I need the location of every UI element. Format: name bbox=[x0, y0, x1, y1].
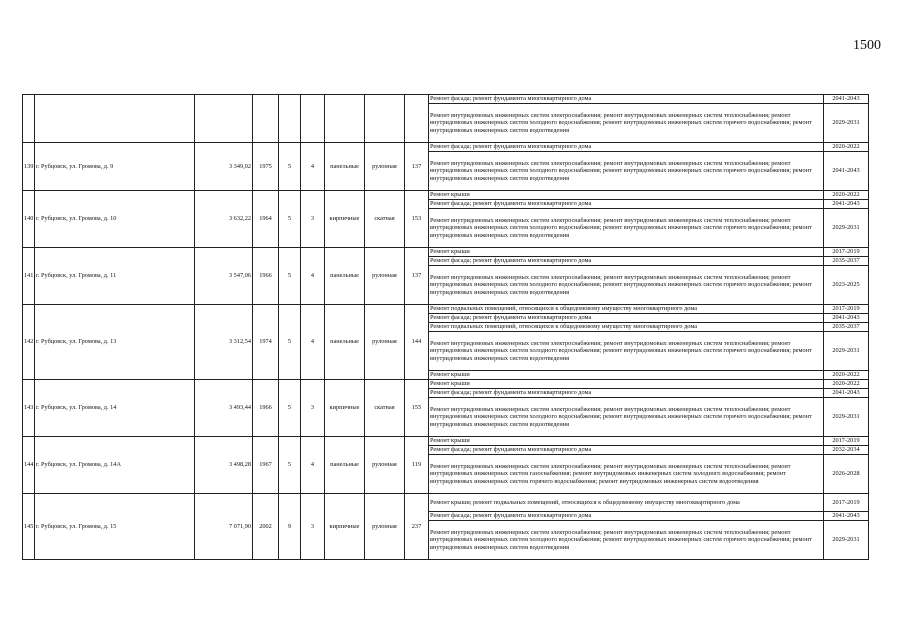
work-type-cell: Ремонт внутридомовых инженерных систем электроснабжения; ремонт внутридомовых инженерных систем теплоснабжения; ремонт внутридомовых инженерных систем газоснабжения; ремонт внутридомовых инженерных систем холодного водоснабжения; ремонт внутридомовых инженерных систем горячего водоснабжения; ремонт внутридомовых инженерных систем водоотведения bbox=[429, 455, 824, 494]
apartments-cell: 237 bbox=[405, 494, 429, 560]
work-type-cell: Ремонт подвальных помещений, относящихся к общедомовому имуществу многоквартирного дома bbox=[429, 323, 824, 332]
work-type-cell: Ремонт внутридомовых инженерных систем электроснабжения; ремонт внутридомовых инженерных систем теплоснабжения; ремонт внутридомовых инженерных систем холодного водоснабжения; ремонт внутридомовых инженерных систем горячего водоснабжения; ремонт внутридомовых инженерных систем водоотведения bbox=[429, 332, 824, 371]
work-type-cell: Ремонт крыши bbox=[429, 437, 824, 446]
address-cell: г. Рубцовск, ул. Громова, д. 10 bbox=[35, 191, 195, 248]
work-type-cell: Ремонт крыши bbox=[429, 371, 824, 380]
work-type-cell: Ремонт крыши; ремонт подвальных помещений, относящихся к общедомовому имуществу многоквартирного дома bbox=[429, 494, 824, 512]
year-cell: 1967 bbox=[253, 437, 279, 494]
wall-material-cell: кирпичные bbox=[325, 380, 365, 437]
table-body bbox=[23, 95, 869, 560]
period-cell: 2041-2043 bbox=[824, 152, 869, 191]
floors-cell bbox=[279, 95, 301, 143]
wall-material-cell: панельные bbox=[325, 305, 365, 380]
area-cell: 3 312,54 bbox=[195, 305, 253, 380]
area-cell: 3 493,44 bbox=[195, 380, 253, 437]
row-index: 140 bbox=[23, 191, 35, 248]
period-cell: 2017-2019 bbox=[824, 437, 869, 446]
area-cell: 3 498,28 bbox=[195, 437, 253, 494]
period-cell: 2020-2022 bbox=[824, 380, 869, 389]
apartments-cell: 153 bbox=[405, 191, 429, 248]
period-cell: 2020-2022 bbox=[824, 143, 869, 152]
capital-repair-table bbox=[22, 94, 869, 560]
floors-cell: 9 bbox=[279, 494, 301, 560]
table-row bbox=[23, 143, 869, 152]
address-cell: г. Рубцовск, ул. Громова, д. 14А bbox=[35, 437, 195, 494]
table-row bbox=[23, 305, 869, 314]
area-cell: 7 071,90 bbox=[195, 494, 253, 560]
year-cell bbox=[253, 95, 279, 143]
table-row bbox=[23, 248, 869, 257]
work-type-cell: Ремонт внутридомовых инженерных систем электроснабжения; ремонт внутридомовых инженерных систем теплоснабжения; ремонт внутридомовых инженерных систем холодного водоснабжения; ремонт внутридомовых инженерных систем горячего водоснабжения; ремонт внутридомовых инженерных систем водоотведения bbox=[429, 104, 824, 143]
work-type-cell: Ремонт фасада; ремонт фундамента многоквартирного дома bbox=[429, 314, 824, 323]
work-type-cell: Ремонт внутридомовых инженерных систем электроснабжения; ремонт внутридомовых инженерных систем теплоснабжения; ремонт внутридомовых инженерных систем холодного водоснабжения; ремонт внутридомовых инженерных систем горячего водоснабжения; ремонт внутридомовых инженерных систем водоотведения bbox=[429, 398, 824, 437]
table-row bbox=[23, 494, 869, 512]
table-row bbox=[23, 95, 869, 104]
period-cell: 2017-2019 bbox=[824, 248, 869, 257]
floors-cell: 5 bbox=[279, 380, 301, 437]
wall-material-cell: панельные bbox=[325, 248, 365, 305]
area-cell: 3 632,22 bbox=[195, 191, 253, 248]
roof-type-cell: рулонная bbox=[365, 437, 405, 494]
entrances-cell: 4 bbox=[301, 305, 325, 380]
work-type-cell: Ремонт фасада; ремонт фундамента многоквартирного дома bbox=[429, 389, 824, 398]
row-index: 141 bbox=[23, 248, 35, 305]
row-index bbox=[23, 95, 35, 143]
period-cell: 2041-2043 bbox=[824, 95, 869, 104]
year-cell: 1966 bbox=[253, 380, 279, 437]
wall-material-cell: кирпичные bbox=[325, 191, 365, 248]
table-row bbox=[23, 380, 869, 389]
wall-material-cell: кирпичные bbox=[325, 494, 365, 560]
work-type-cell: Ремонт фасада; ремонт фундамента многоквартирного дома bbox=[429, 200, 824, 209]
work-type-cell: Ремонт внутридомовых инженерных систем электроснабжения; ремонт внутридомовых инженерных систем теплоснабжения; ремонт внутридомовых инженерных систем холодного водоснабжения; ремонт внутридомовых инженерных систем горячего водоснабжения; ремонт внутридомовых инженерных систем водоотведения bbox=[429, 521, 824, 560]
roof-type-cell: рулонная bbox=[365, 494, 405, 560]
address-cell: г. Рубцовск, ул. Громова, д. 14 bbox=[35, 380, 195, 437]
address-cell: г. Рубцовск, ул. Громова, д. 11 bbox=[35, 248, 195, 305]
wall-material-cell: панельные bbox=[325, 437, 365, 494]
year-cell: 1964 bbox=[253, 191, 279, 248]
table-row bbox=[23, 191, 869, 200]
floors-cell: 5 bbox=[279, 191, 301, 248]
apartments-cell: 144 bbox=[405, 305, 429, 380]
year-cell: 1966 bbox=[253, 248, 279, 305]
row-index: 142 bbox=[23, 305, 35, 380]
floors-cell: 5 bbox=[279, 437, 301, 494]
table-row bbox=[23, 437, 869, 446]
address-cell bbox=[35, 95, 195, 143]
year-cell: 1975 bbox=[253, 143, 279, 191]
period-cell: 2041-2043 bbox=[824, 314, 869, 323]
work-type-cell: Ремонт внутридомовых инженерных систем электроснабжения; ремонт внутридомовых инженерных систем теплоснабжения; ремонт внутридомовых инженерных систем холодного водоснабжения; ремонт внутридомовых инженерных систем горячего водоснабжения; ремонт внутридомовых инженерных систем водоотведения bbox=[429, 266, 824, 305]
period-cell: 2017-2019 bbox=[824, 305, 869, 314]
period-cell: 2020-2022 bbox=[824, 191, 869, 200]
page-number: 1500 bbox=[853, 38, 881, 53]
period-cell: 2029-2031 bbox=[824, 332, 869, 371]
work-type-cell: Ремонт фасада; ремонт фундамента многоквартирного дома bbox=[429, 512, 824, 521]
period-cell: 2017-2019 bbox=[824, 494, 869, 512]
period-cell: 2029-2031 bbox=[824, 521, 869, 560]
wall-material-cell: панельные bbox=[325, 143, 365, 191]
address-cell: г. Рубцовск, ул. Громова, д. 13 bbox=[35, 305, 195, 380]
roof-type-cell: скатная bbox=[365, 191, 405, 248]
apartments-cell: 137 bbox=[405, 143, 429, 191]
area-cell: 3 349,02 bbox=[195, 143, 253, 191]
period-cell: 2020-2022 bbox=[824, 371, 869, 380]
year-cell: 2002 bbox=[253, 494, 279, 560]
entrances-cell: 4 bbox=[301, 248, 325, 305]
wall-material-cell bbox=[325, 95, 365, 143]
address-cell: г. Рубцовск, ул. Громова, д. 9 bbox=[35, 143, 195, 191]
entrances-cell: 4 bbox=[301, 437, 325, 494]
row-index: 139 bbox=[23, 143, 35, 191]
period-cell: 2041-2043 bbox=[824, 200, 869, 209]
work-type-cell: Ремонт крыши bbox=[429, 380, 824, 389]
work-type-cell: Ремонт фасада; ремонт фундамента многоквартирного дома bbox=[429, 446, 824, 455]
period-cell: 2026-2028 bbox=[824, 455, 869, 494]
row-index: 143 bbox=[23, 380, 35, 437]
roof-type-cell: скатная bbox=[365, 380, 405, 437]
entrances-cell: 3 bbox=[301, 494, 325, 560]
entrances-cell: 4 bbox=[301, 143, 325, 191]
period-cell: 2023-2025 bbox=[824, 266, 869, 305]
work-type-cell: Ремонт фасада; ремонт фундамента многоквартирного дома bbox=[429, 143, 824, 152]
period-cell: 2029-2031 bbox=[824, 209, 869, 248]
period-cell: 2029-2031 bbox=[824, 104, 869, 143]
roof-type-cell: рулонная bbox=[365, 305, 405, 380]
entrances-cell: 3 bbox=[301, 380, 325, 437]
period-cell: 2035-2037 bbox=[824, 323, 869, 332]
apartments-cell bbox=[405, 95, 429, 143]
work-type-cell: Ремонт крыши bbox=[429, 248, 824, 257]
period-cell: 2041-2043 bbox=[824, 512, 869, 521]
entrances-cell: 3 bbox=[301, 191, 325, 248]
work-type-cell: Ремонт фасада; ремонт фундамента многоквартирного дома bbox=[429, 95, 824, 104]
work-type-cell: Ремонт внутридомовых инженерных систем электроснабжения; ремонт внутридомовых инженерных систем теплоснабжения; ремонт внутридомовых инженерных систем холодного водоснабжения; ремонт внутридомовых инженерных систем горячего водоснабжения; ремонт внутридомовых инженерных систем водоотведения bbox=[429, 152, 824, 191]
year-cell: 1974 bbox=[253, 305, 279, 380]
period-cell: 2035-2037 bbox=[824, 257, 869, 266]
roof-type-cell bbox=[365, 95, 405, 143]
work-type-cell: Ремонт подвальных помещений, относящихся к общедомовому имуществу многоквартирного дома bbox=[429, 305, 824, 314]
roof-type-cell: рулонная bbox=[365, 143, 405, 191]
floors-cell: 5 bbox=[279, 305, 301, 380]
entrances-cell bbox=[301, 95, 325, 143]
period-cell: 2029-2031 bbox=[824, 398, 869, 437]
work-type-cell: Ремонт фасада; ремонт фундамента многоквартирного дома bbox=[429, 257, 824, 266]
work-type-cell: Ремонт крыши bbox=[429, 191, 824, 200]
row-index: 144 bbox=[23, 437, 35, 494]
apartments-cell: 137 bbox=[405, 248, 429, 305]
address-cell: г. Рубцовск, ул. Громова, д. 15 bbox=[35, 494, 195, 560]
apartments-cell: 155 bbox=[405, 380, 429, 437]
area-cell: 3 547,06 bbox=[195, 248, 253, 305]
work-type-cell: Ремонт внутридомовых инженерных систем электроснабжения; ремонт внутридомовых инженерных систем теплоснабжения; ремонт внутридомовых инженерных систем холодного водоснабжения; ремонт внутридомовых инженерных систем горячего водоснабжения; ремонт внутридомовых инженерных систем водоотведения bbox=[429, 209, 824, 248]
floors-cell: 5 bbox=[279, 248, 301, 305]
period-cell: 2041-2043 bbox=[824, 389, 869, 398]
floors-cell: 5 bbox=[279, 143, 301, 191]
area-cell bbox=[195, 95, 253, 143]
row-index: 145 bbox=[23, 494, 35, 560]
period-cell: 2032-2034 bbox=[824, 446, 869, 455]
apartments-cell: 119 bbox=[405, 437, 429, 494]
roof-type-cell: рулонная bbox=[365, 248, 405, 305]
